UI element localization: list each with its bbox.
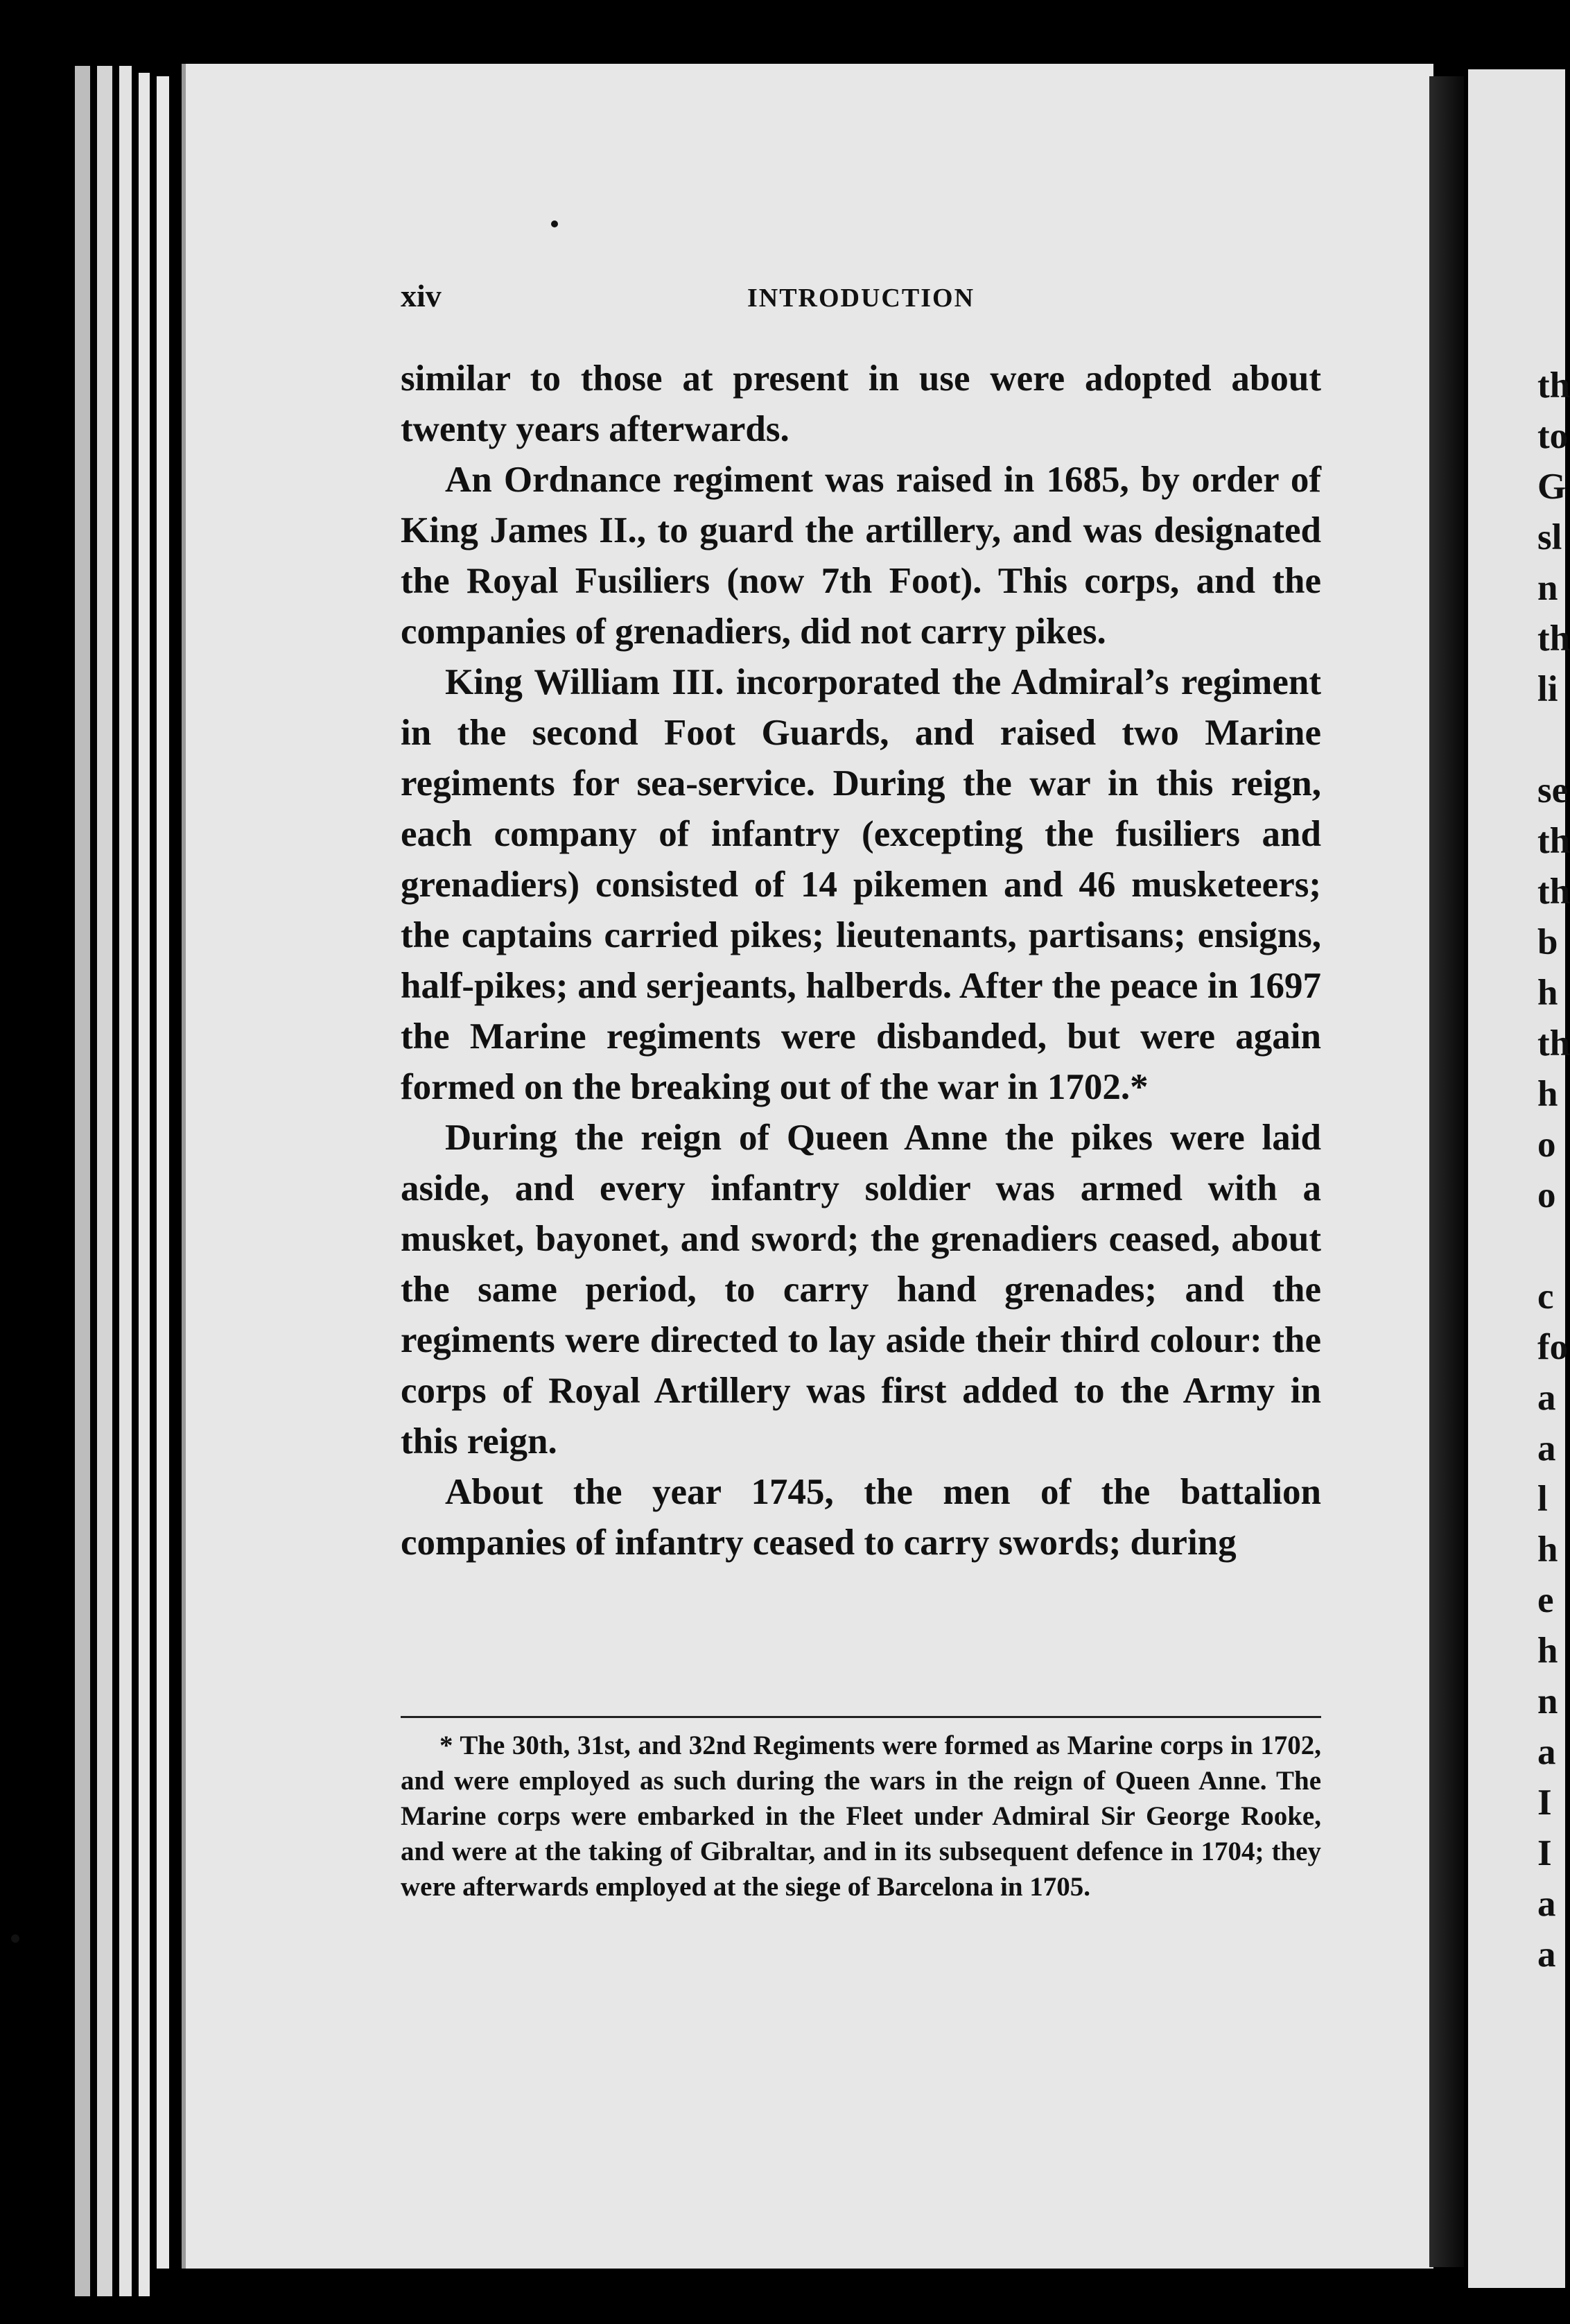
facing-line: I [1537,1833,1552,1873]
facing-line: b [1537,922,1558,962]
facing-line: e [1537,1580,1554,1620]
facing-line [1537,1221,1565,1272]
facing-line: se [1537,770,1569,810]
facing-line: th [1537,365,1570,406]
page-number: xiv [401,278,442,313]
ink-speck [551,220,558,227]
page-edge [97,66,112,2296]
paragraph: During the reign of Queen Anne the pikes were laid aside, and every infantry soldier was armed with a musket, bayonet, and sword; the grenadiers ceased, about the same period, to carry hand grenades; and the regiments were directed to lay aside their third colour: the corps of Royal Artillery was first added to the Army in this reign. [401,1118,1321,1462]
facing-line: sl [1537,517,1562,557]
facing-line: c [1537,1276,1554,1317]
facing-line: a [1537,1934,1556,1975]
facing-line: n [1537,568,1558,608]
facing-line: n [1537,1681,1558,1722]
facing-line: th [1537,872,1570,912]
facing-line: th [1537,618,1570,659]
facing-line: a [1537,1732,1556,1772]
running-title: INTRODUCTION [747,284,975,313]
paragraph: similar to those at present in use were adopted about twenty years afterwards. [401,358,1321,449]
facing-line: h [1537,1529,1558,1570]
facing-line: a [1537,1378,1556,1418]
facing-line: a [1537,1428,1556,1468]
footnote-rule [401,1716,1321,1718]
facing-line: o [1537,1175,1556,1215]
facing-line [1537,715,1565,765]
running-header [401,277,1321,319]
page-edge [119,66,132,2296]
page-edge [75,66,90,2296]
paragraph: About the year 1745, the men of the battalion companies of infantry ceased to carry swords; during [401,1472,1321,1563]
facing-line: I [1537,1783,1552,1823]
facing-page-text [1537,361,1570,1980]
footnote: * The 30th, 31st, and 32nd Regiments were formed as Marine corps in 1702, and were employed as such during the wars in the reign of Queen Anne. The Marine corps were embarked in the Fleet under Admiral Sir George Rooke, and were at the taking of Gibraltar, and in its subsequent defence in 1704; they were afterwards employed at the siege of Barcelona in 1705. [401,1731,1321,1902]
facing-line: h [1537,1631,1558,1671]
ink-speck [11,1934,19,1943]
paragraph: King William III. incorporated the Admiral’s regiment in the second Foot Guards, and raised two Marine regiments for sea-service. During the war in this reign, each company of infantry (excepting the fusiliers and grenadiers) consisted of 14 pikemen and 46 musketeers; the captains carried pikes; lieutenants, partisans; ensigns, half-pikes; and serjeants, halberds. After the peace in 1697 the Marine regiments were disbanded, but were again formed on the breaking out of the war in 1702.* [401,662,1321,1107]
facing-line: h [1537,973,1558,1013]
page-edge [157,76,169,2269]
facing-line: to [1537,416,1569,456]
facing-line: li [1537,669,1558,709]
book-gutter [1429,76,1464,2267]
page-edge [139,73,150,2296]
facing-line: G [1537,467,1567,507]
facing-line: o [1537,1125,1556,1165]
facing-line: h [1537,1074,1558,1114]
facing-line: fo [1537,1327,1569,1367]
facing-line: th [1537,821,1570,861]
facing-line: a [1537,1884,1556,1924]
body-text [401,354,1321,1568]
facing-line: l [1537,1479,1548,1519]
paragraph: An Ordnance regiment was raised in 1685, by order of King James II., to guard the artillery, and was designated the Royal Fusiliers (now 7th Foot). This corps, and the companies of grenadiers, did not carry pikes. [401,460,1321,652]
facing-line: th [1537,1023,1570,1064]
